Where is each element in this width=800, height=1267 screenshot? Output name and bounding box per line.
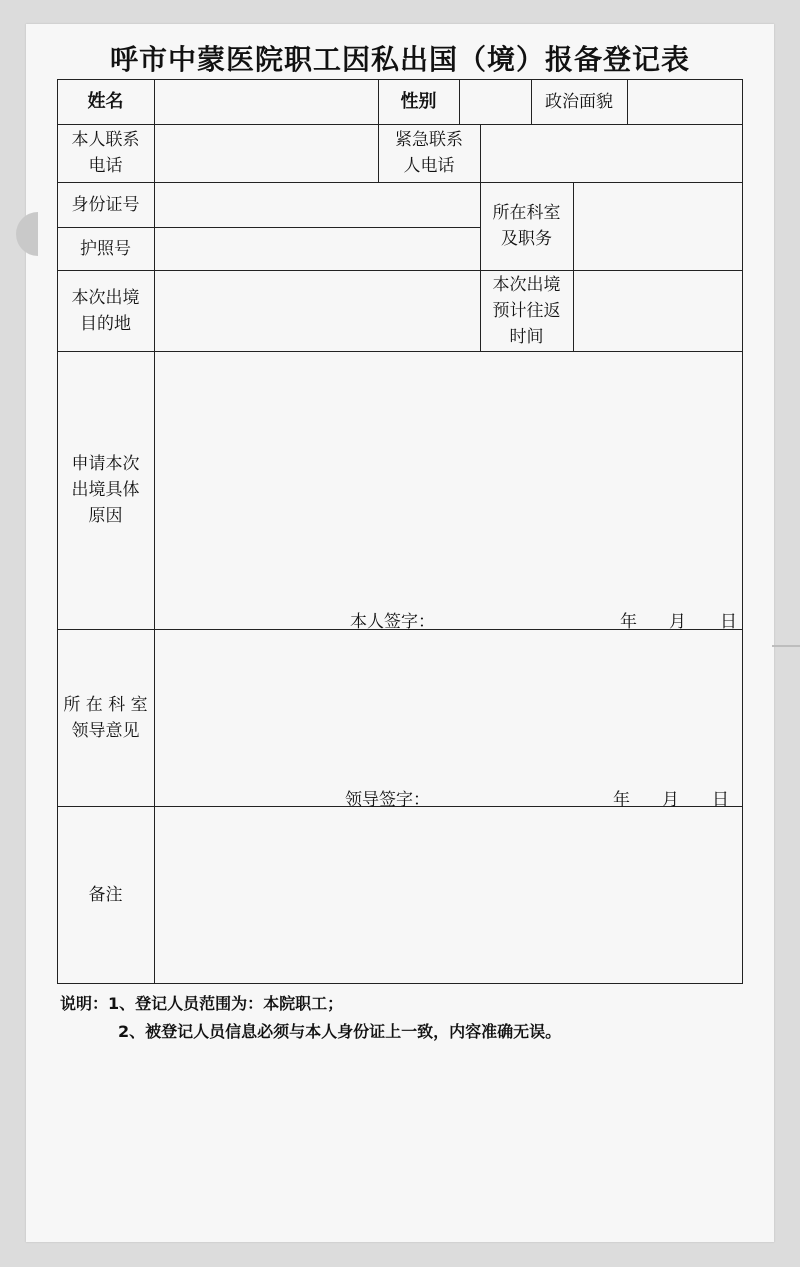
date-month-label: 月 bbox=[669, 612, 686, 632]
label-return-time: 本次出境 预计往返 时间 bbox=[492, 274, 561, 347]
leader-signature-label: 领导签字： bbox=[345, 790, 430, 810]
note-line-2: 2、被登记人员信息必须与本人身份证上一致，内容准确无误。 bbox=[118, 1022, 562, 1041]
date-day-label: 日 bbox=[712, 790, 729, 810]
dept-opinion-field[interactable] bbox=[155, 630, 742, 780]
table-border-right bbox=[742, 79, 743, 984]
table-border-bottom bbox=[57, 983, 743, 984]
phone-field[interactable] bbox=[155, 125, 378, 182]
date-year-label: 年 bbox=[613, 790, 630, 810]
reason-field[interactable] bbox=[155, 352, 742, 600]
label-gender: 性别 bbox=[400, 90, 437, 112]
emergency-phone-field[interactable] bbox=[481, 125, 742, 182]
label-dept-opinion: 所 在 科 室 领导意见 bbox=[63, 694, 148, 741]
label-passport: 护照号 bbox=[80, 238, 131, 259]
label-id-number: 身份证号 bbox=[71, 194, 140, 215]
label-remarks: 备注 bbox=[88, 884, 123, 905]
form-notes bbox=[60, 990, 561, 1046]
date-day-label: 日 bbox=[720, 612, 737, 632]
label-destination: 本次出境 目的地 bbox=[71, 287, 140, 334]
department-position-field[interactable] bbox=[574, 183, 742, 270]
applicant-signature-label: 本人签字： bbox=[350, 612, 435, 632]
label-political-status: 政治面貌 bbox=[545, 91, 613, 112]
note-line-1: 说明：1、登记人员范围为：本院职工； bbox=[60, 994, 344, 1013]
label-phone: 本人联系 电话 bbox=[71, 130, 140, 176]
name-field[interactable] bbox=[155, 80, 378, 124]
id-number-field[interactable] bbox=[155, 183, 480, 227]
label-name: 姓名 bbox=[87, 90, 124, 112]
date-year-label: 年 bbox=[620, 612, 637, 632]
passport-field[interactable] bbox=[155, 228, 480, 270]
gender-field[interactable] bbox=[460, 80, 531, 124]
label-department-position: 所在科室 及职务 bbox=[492, 203, 561, 249]
return-time-field[interactable] bbox=[574, 271, 742, 351]
label-reason: 申请本次 出境具体 原因 bbox=[71, 454, 140, 526]
label-emergency-phone: 紧急联系 人电话 bbox=[395, 130, 463, 176]
form-title: 呼市中蒙医院职工因私出国（境）报备登记表 bbox=[109, 43, 690, 76]
remarks-field[interactable] bbox=[155, 807, 742, 983]
date-month-label: 月 bbox=[662, 790, 679, 810]
destination-field[interactable] bbox=[155, 271, 480, 351]
political-status-field[interactable] bbox=[628, 80, 742, 124]
